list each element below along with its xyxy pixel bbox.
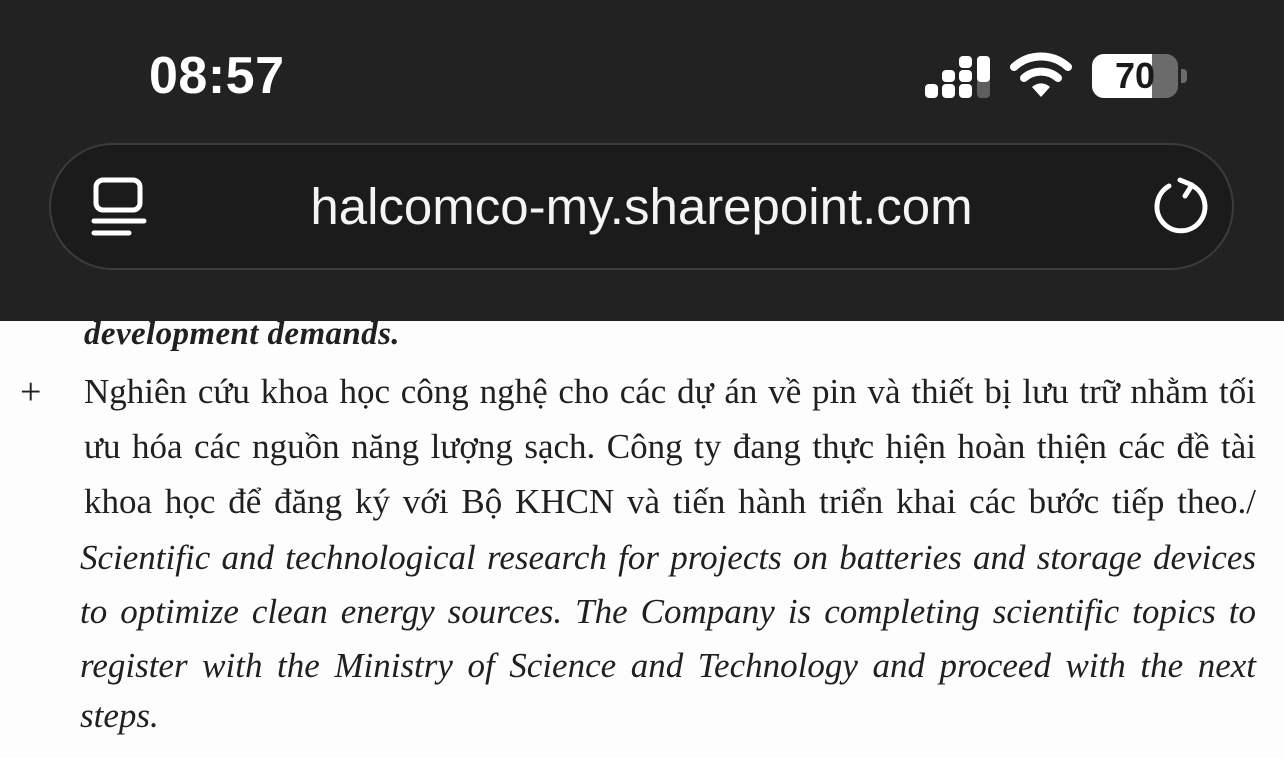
reload-icon[interactable] [1149,175,1213,239]
document-page [0,321,1284,758]
url-text[interactable]: halcomco-my.sharepoint.com [310,178,973,235]
bullet-marker: + [20,371,42,413]
address-bar[interactable] [49,143,1234,270]
battery-percentage: 70 [1114,55,1156,96]
english-line-4: steps. [80,696,159,735]
status-bar-time: 08:57 [149,47,285,105]
vietnamese-line-2: ưu hóa các nguồn năng lượng sạch. Công ty đang thực hiện hoàn thiện các đề tài [84,427,1256,466]
vietnamese-line-1: Nghiên cứu khoa học công nghệ cho các dự án về pin và thiết bị lưu trữ nhằm tối [84,372,1256,411]
battery-indicator [1092,54,1188,98]
english-line-3: register with the Ministry of Science and Technology and proceed with the next [80,646,1256,685]
cellular-signal-icon [924,54,992,100]
english-line-2: to optimize clean energy sources. The Company is completing scientific topics to [80,592,1256,631]
browser-chrome [0,0,1284,321]
english-line-1: Scientific and technological research for projects on batteries and storage devices [80,538,1256,577]
fragment-line: development demands. [84,321,400,352]
battery-terminal [1181,69,1187,83]
wifi-icon [1010,50,1072,100]
vietnamese-line-3: khoa học để đăng ký với Bộ KHCN và tiến hành triển khai các bước tiếp theo./ [84,482,1256,521]
reader-mode-icon[interactable] [91,177,147,237]
battery-body [1092,54,1178,98]
